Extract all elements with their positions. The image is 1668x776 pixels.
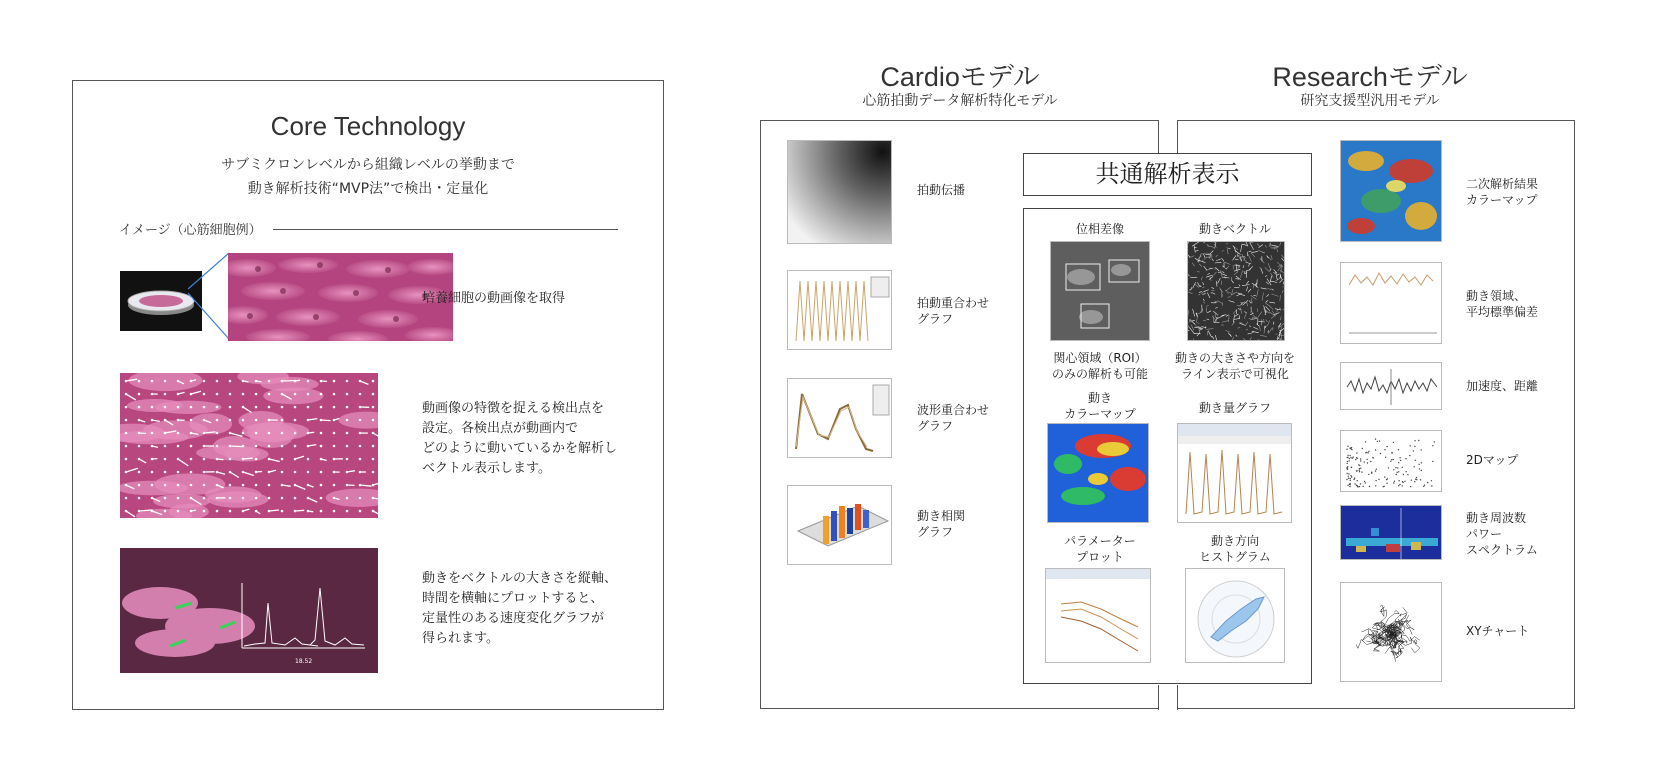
research-label-6-line-1: XYチャート [1466, 624, 1530, 638]
research-panel-left-edge-top [1177, 120, 1178, 155]
step3-line-3: 定量性のある速度変化グラフが [422, 611, 605, 626]
common-title: 共通解析表示 [1095, 160, 1240, 188]
cardio-label-1-line-1: 拍動伝播 [917, 183, 966, 197]
core-technology-panel [72, 80, 664, 710]
research-label-6 [1466, 623, 1529, 639]
common-item-3-title-line-2: カラーマップ [1064, 407, 1136, 421]
cardio-label-4-line-1: 動き相関 [917, 509, 966, 523]
zoom-lines [183, 251, 233, 341]
common-item-1-desc-line-1: 関心領域（ROI） [1053, 351, 1147, 365]
common-thumb-motion-colormap [1047, 423, 1149, 523]
cardio-thumb-propagation [787, 140, 892, 244]
step3-line-4: 得られます。 [422, 631, 499, 646]
common-item-6-title-line-1: 動き方向 [1210, 534, 1259, 548]
common-item-5-title-line-2: プロット [1076, 550, 1124, 564]
common-item-2-desc-line-1: 動きの大きさや方向を [1174, 351, 1295, 365]
research-thumb-acceleration [1340, 362, 1442, 410]
common-item-1-title [1040, 221, 1160, 237]
step2-line-2: 設定。各検出点が動画内で [422, 421, 579, 436]
cardio-label-3 [917, 402, 989, 434]
cardio-label-2-line-1: 拍動重合わせ [917, 296, 990, 310]
step2-line-1: 動画像の特徴を捉える検出点を [422, 401, 605, 416]
common-item-1-desc-line-2: のみの解析も可能 [1051, 367, 1148, 381]
common-item-2-desc [1160, 350, 1310, 382]
common-item-5-title [1040, 533, 1160, 565]
cardio-label-4-line-2: グラフ [917, 525, 954, 539]
common-item-4-title [1170, 400, 1300, 416]
step1-caption: 培養細胞の動画像を取得 [422, 291, 566, 306]
common-item-6-title [1170, 533, 1300, 565]
cardio-label-2 [917, 295, 989, 327]
step2-line-3: どのように動いているかを解析し [422, 441, 618, 456]
research-thumb-xy-chart [1340, 582, 1442, 682]
vector-field-image [120, 373, 378, 518]
research-label-3-line-1: 加速度、距離 [1466, 379, 1539, 393]
common-item-5-title-line-1: パラメーター [1064, 534, 1136, 548]
research-label-2-line-2: 平均標準偏差 [1466, 305, 1539, 319]
image-label-rule [273, 229, 618, 230]
cardio-panel-right-edge-bottom [1158, 685, 1159, 710]
research-label-4-line-1: 2Dマップ [1466, 453, 1519, 467]
research-subtitle: 研究支援型汎用モデル [1300, 93, 1440, 109]
common-thumb-phase-contrast [1050, 241, 1150, 341]
graph-tick-label: 18.52 [295, 658, 313, 665]
research-label-4 [1466, 452, 1518, 468]
common-thumb-motion-amount-graph [1177, 423, 1292, 523]
cardio-label-3-line-2: グラフ [917, 419, 954, 433]
research-label-5-line-2: パワー [1466, 527, 1503, 541]
research-thumb-power-spectrum [1340, 505, 1442, 560]
velocity-graph-image [120, 548, 378, 673]
cardio-panel-right-edge-top [1158, 120, 1159, 155]
research-label-1-line-1: 二次解析結果 [1466, 177, 1539, 191]
step3-caption [422, 569, 617, 649]
cardio-label-4 [917, 508, 965, 540]
cell-image [228, 253, 453, 341]
step2-caption [422, 399, 617, 479]
step3-line-2: 時間を横軸にプロットすると、 [422, 591, 604, 606]
cardio-label-3-line-1: 波形重合わせ [917, 403, 990, 417]
cardio-thumb-beat-overlay [787, 270, 892, 350]
research-label-5 [1466, 510, 1538, 558]
cardio-label-1 [917, 182, 965, 198]
common-thumb-parameter-plot [1045, 568, 1151, 663]
common-item-3-title-line-1: 動き [1087, 391, 1112, 405]
cardio-title: Cardioモデル [880, 62, 1040, 92]
research-thumb-colormap [1340, 140, 1442, 242]
cardio-thumb-waveform-overlay [787, 378, 892, 458]
common-item-2-title-line-1: 動きベクトル [1198, 222, 1271, 236]
research-panel-left-edge-bottom [1177, 685, 1178, 710]
common-item-4-title-line-1: 動き量グラフ [1198, 401, 1271, 415]
research-label-2-line-1: 動き領域、 [1466, 289, 1527, 303]
cardio-thumb-correlation [787, 485, 892, 565]
cardio-subtitle: 心筋拍動データ解析特化モデル [862, 93, 1058, 109]
step3-line-1: 動きをベクトルの大きさを縦軸、 [422, 571, 618, 586]
common-item-2-desc-line-2: ライン表示で可視化 [1181, 367, 1289, 381]
common-thumb-motion-vector [1187, 241, 1285, 341]
research-label-1-line-2: カラーマップ [1466, 193, 1538, 207]
common-item-2-title [1170, 221, 1300, 237]
research-label-5-line-1: 動き周波数 [1466, 511, 1527, 525]
step2-line-4: ベクトル表示します。 [422, 461, 551, 476]
research-label-3 [1466, 378, 1538, 394]
common-title-box [1023, 153, 1312, 196]
research-label-1 [1466, 176, 1538, 208]
core-subtitle-line1: サブミクロンレベルから組織レベルの挙動まで [221, 157, 515, 173]
research-thumb-2d-map [1340, 430, 1442, 492]
common-item-6-title-line-2: ヒストグラム [1199, 550, 1271, 564]
research-label-5-line-3: スペクトラム [1466, 543, 1538, 557]
research-thumb-motion-area [1340, 262, 1442, 344]
common-item-3-title [1040, 390, 1160, 422]
research-label-2 [1466, 288, 1538, 320]
common-item-1-title-line-1: 位相差像 [1075, 222, 1124, 236]
common-item-1-desc [1025, 350, 1175, 382]
image-label: イメージ（心筋細胞例） [119, 223, 262, 238]
core-subtitle-line2: 動き解析技術“MVP法”で検出・定量化 [247, 181, 489, 197]
research-title: Researchモデル [1272, 62, 1468, 92]
cardio-label-2-line-2: グラフ [917, 312, 954, 326]
core-title: Core Technology [270, 111, 466, 141]
common-thumb-direction-histogram [1185, 568, 1285, 663]
